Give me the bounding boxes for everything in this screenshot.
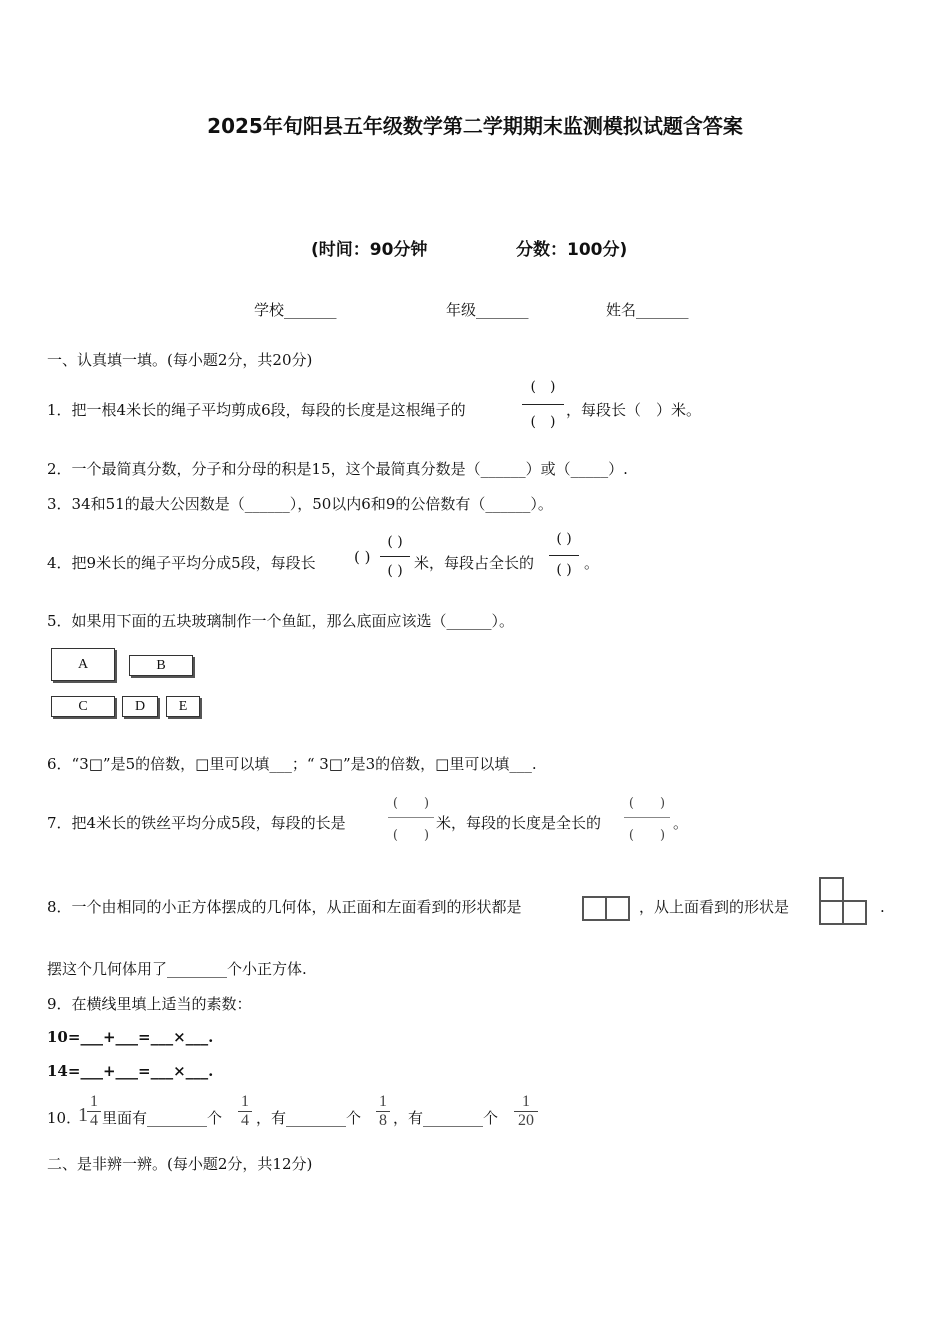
question-9-text: 9．在横线里填上适当的素数：	[47, 995, 252, 1013]
square-cell	[842, 900, 867, 925]
glass-a: A	[51, 648, 115, 681]
section-1-heading: 一、认真填一填。(每小题2分，共20分)	[47, 351, 313, 369]
question-5-text: 5．如果用下面的五块玻璃制作一个鱼缸，那么底面应该选（______）。	[47, 612, 515, 630]
question-9-line-2: 14=___+___=___×___.	[47, 1062, 214, 1080]
fraction-numerator: ( )	[387, 534, 403, 550]
square-cell	[605, 896, 630, 921]
question-7-text-a: 7．把4米长的铁丝平均分成5段，每段的长是	[47, 814, 346, 832]
fraction-denominator: 20	[518, 1112, 534, 1129]
fraction-bar	[388, 817, 434, 818]
fraction-bar	[624, 817, 670, 818]
square-cell	[819, 900, 844, 925]
question-10-text-a: 里面有________个	[102, 1109, 223, 1127]
fraction-numerator: ( )	[628, 796, 666, 811]
glass-c: C	[51, 696, 115, 717]
question-6-text: 6．“3□”是5的倍数，□里可以填___；“ 3□”是3的倍数，□里可以填___.	[47, 755, 537, 773]
question-7-fraction-1	[388, 792, 434, 843]
glass-b: B	[129, 655, 193, 676]
fraction-denominator: ( )	[556, 562, 572, 578]
question-4-text-a: 4．把9米长的绳子平均分成5段，每段长	[47, 554, 316, 572]
question-8-text-a: 8．一个由相同的小正方体摆成的几何体，从正面和左面看到的形状都是	[47, 898, 522, 916]
question-2-text: 2．一个最简真分数，分子和分母的积是15，这个最简真分数是（______）或（_____）.	[47, 460, 628, 478]
square-cell	[819, 877, 844, 902]
section-2-heading: 二、是非辨一辨。(每小题2分，共12分)	[47, 1155, 313, 1173]
question-8-text-c: .	[880, 898, 885, 916]
fraction-numerator: 1	[376, 1093, 390, 1112]
mixed-number-whole: 1	[78, 1104, 88, 1126]
question-4-fraction-2	[549, 531, 579, 578]
fraction-bar	[549, 555, 579, 556]
fraction-numerator: 1	[87, 1093, 101, 1112]
square-cell	[582, 896, 607, 921]
fraction-denominator: ( )	[387, 563, 403, 579]
fraction-numerator: ( )	[530, 379, 556, 395]
fraction-bar	[522, 404, 564, 405]
grade-field: 年级_______	[446, 301, 529, 319]
exam-score: 分数：100分)	[516, 240, 628, 260]
question-7-text-c: 。	[673, 814, 689, 832]
fraction-denominator: ( )	[628, 828, 666, 843]
fraction-denominator: 8	[379, 1112, 387, 1129]
name-field: 姓名_______	[606, 301, 689, 319]
fraction-denominator: 4	[241, 1112, 249, 1129]
question-4-fraction-1	[380, 534, 410, 579]
fraction-numerator: ( )	[392, 796, 430, 811]
fraction-eighth	[376, 1093, 390, 1130]
question-4-paren: ( )	[354, 548, 371, 566]
question-4-text-c: 。	[584, 554, 600, 572]
fraction-twentieth	[514, 1093, 538, 1130]
fraction-denominator: 4	[90, 1112, 98, 1129]
question-10-text-b: ，有________个	[256, 1109, 362, 1127]
question-4-text-b: 米，每段占全长的	[414, 554, 535, 572]
mixed-number-fraction	[87, 1093, 101, 1130]
glass-d: D	[122, 696, 158, 717]
fraction-denominator: ( )	[530, 414, 556, 430]
fraction-numerator: ( )	[556, 531, 572, 547]
question-8-line-2: 摆这个几何体用了________个小正方体.	[47, 960, 307, 978]
question-10-prefix: 10．	[47, 1109, 82, 1127]
fraction-quarter	[238, 1093, 252, 1130]
glass-e: E	[166, 696, 200, 717]
school-field: 学校_______	[254, 301, 337, 319]
question-1-fraction	[522, 376, 564, 431]
fraction-numerator: 1	[514, 1093, 538, 1112]
question-8-text-b: ，从上面看到的形状是	[639, 898, 790, 916]
question-1-tail: ，每段长（ ）米。	[566, 401, 702, 419]
question-3-text: 3．34和51的最大公因数是（______），50以内6和9的公倍数有（______）。	[47, 495, 553, 513]
question-9-line-1: 10=___+___=___×___.	[47, 1028, 214, 1046]
question-10-text-c: ，有________个	[393, 1109, 499, 1127]
exam-time: (时间：90分钟	[311, 240, 428, 260]
question-7-text-b: 米，每段的长度是全长的	[436, 814, 602, 832]
page-title: 2025年旬阳县五年级数学第二学期期末监测模拟试题含答案	[207, 114, 743, 138]
fraction-numerator: 1	[238, 1093, 252, 1112]
fraction-bar	[380, 556, 410, 557]
question-1-text: 1．把一根4米长的绳子平均剪成6段，每段的长度是这根绳子的	[47, 401, 466, 419]
fraction-denominator: ( )	[392, 828, 430, 843]
question-7-fraction-2	[624, 792, 670, 843]
